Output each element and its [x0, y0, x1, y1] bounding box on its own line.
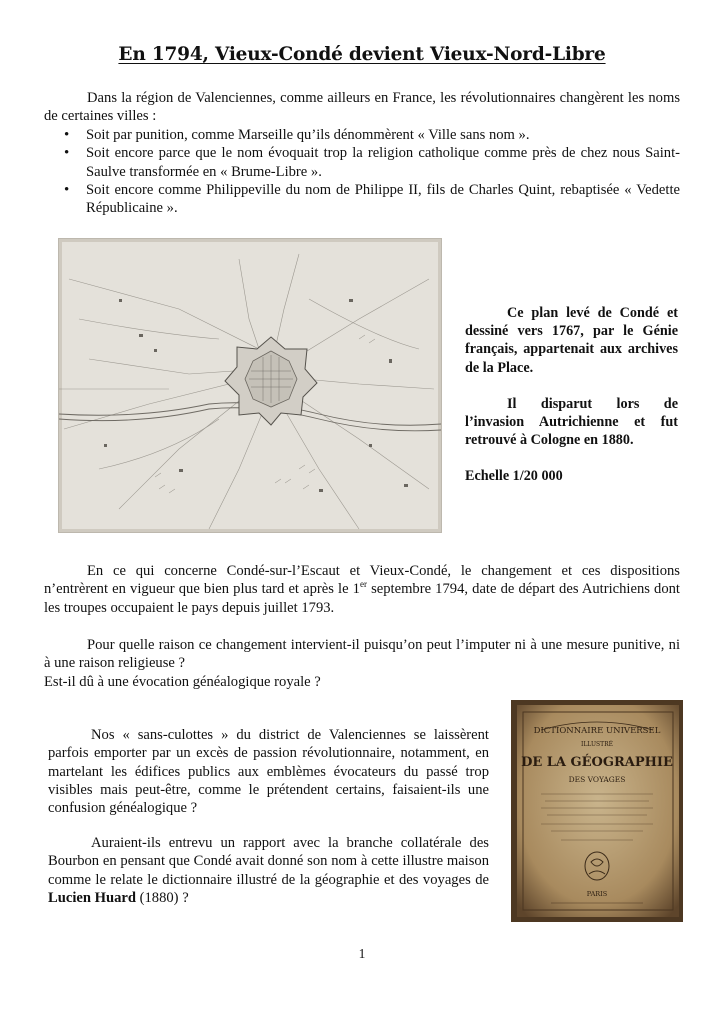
page-title: En 1794, Vieux-Condé devient Vieux-Nord-Libre	[118, 44, 606, 65]
dictionary-cover-image	[511, 700, 683, 922]
book-title-line: DICTIONNAIRE UNIVERSEL	[533, 726, 661, 736]
paragraph-bourbon	[48, 834, 489, 907]
page-number: 1	[358, 946, 366, 961]
book-title-line: ILLUSTRÉ	[580, 741, 614, 748]
book-title-line: PARIS	[586, 890, 608, 898]
conde-map-image	[58, 238, 442, 533]
author-name: Lucien Huard	[48, 889, 136, 906]
question-line: Pour quelle raison ce changement intervient-il puisqu’on peut l’imputer ni à une mesure punitive, ni à une raison religieuse ?	[44, 637, 680, 672]
paragraph-text: En ce qui concerne Condé-sur-l’Escaut et Vieux-Condé, le changement et ces dispositions n’entrèrent en vigueur que bien plus tard et après le 1	[44, 563, 680, 598]
book-title-line: DES VOYAGES	[568, 775, 626, 784]
paragraph-conde	[44, 562, 680, 617]
paragraph-text: Auraient-ils entrevu un rapport avec la branche collatérale des Bourbon en pensant que Condé avait donné son nom à cette illustre maison comme le relate le dictionnaire illustré de la géographie et des voyages de	[48, 835, 489, 888]
bullet-list	[44, 126, 680, 217]
paragraph-question	[44, 636, 680, 691]
superscript: er	[359, 579, 367, 590]
map-caption	[465, 304, 678, 486]
intro-paragraph: Dans la région de Valenciennes, comme ailleurs en France, les révolutionnaires changèrent les noms de certaines villes :	[44, 90, 680, 125]
book-title-line: DE LA GÉOGRAPHIE	[521, 755, 673, 770]
caption-scale: Echelle 1/20 000	[465, 468, 563, 485]
caption-paragraph: Ce plan levé de Condé et dessiné vers 1767, par le Génie français, appartenait aux archives de la Place.	[465, 305, 678, 376]
paragraph-text: septembre 1794, date de départ des Autrichiens dont les troupes occupaient le pays depuis juillet 1793.	[44, 581, 680, 616]
paragraph-text: (1880) ?	[135, 889, 189, 906]
bullet-item: • Soit par punition, comme Marseille qu’ils dénommèrent « Ville sans nom ».	[44, 126, 680, 144]
paragraph-sans-culottes: Nos « sans-culottes » du district de Valenciennes se laissèrent parfois emporter par un excès de passion révolutionnaire, notamment, en martelant les édifices publics aux emblèmes évocateurs du passé trop visibles mais peut-être, comme le prétendent certains, faisaient-ils une confusion généalogique ?	[48, 727, 489, 817]
bullet-item: • Soit encore parce que le nom évoquait trop la religion catholique comme près de chez nous Saint-Saulve transformée en « Brume-Libre ».	[44, 144, 680, 181]
question-line: Est-il dû à une évocation généalogique royale ?	[44, 673, 321, 690]
bullet-item: • Soit encore comme Philippeville du nom de Philippe II, fils de Charles Quint, rebaptisée « Vedette Républicaine ».	[44, 181, 680, 218]
caption-paragraph: Il disparut lors de l’invasion Autrichienne et fut retrouvé à Cologne en 1880.	[465, 395, 678, 449]
